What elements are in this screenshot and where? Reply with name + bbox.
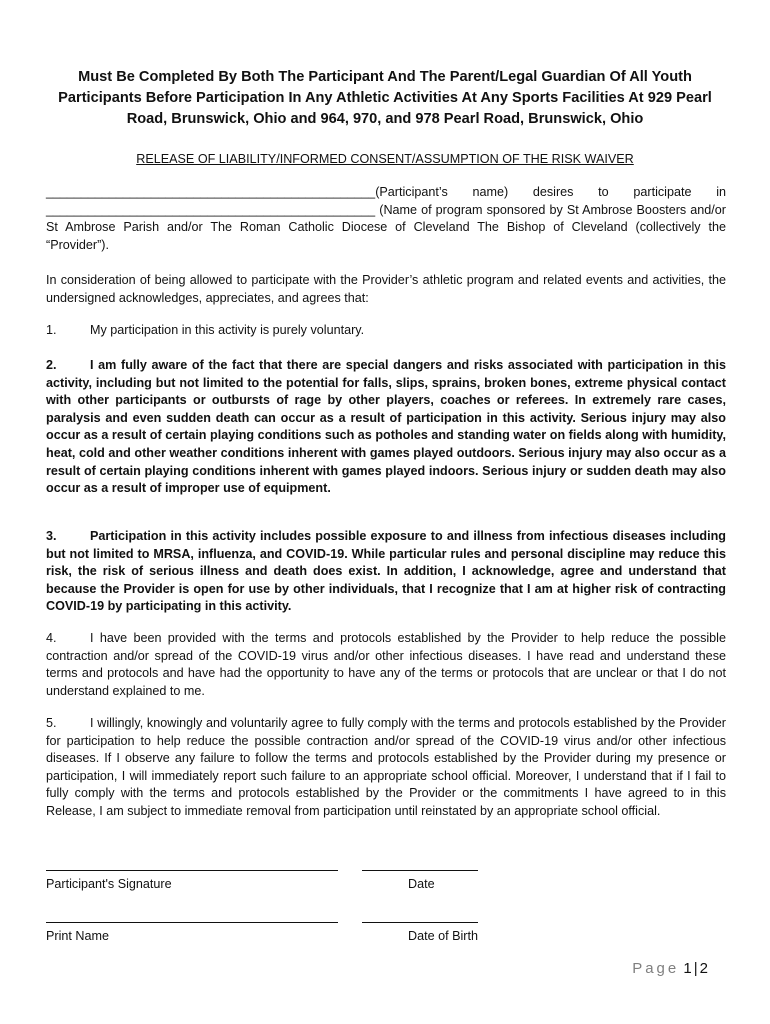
- print-name-label: Print Name: [46, 929, 109, 943]
- list-item: [46, 528, 726, 616]
- list-item: [46, 630, 726, 700]
- item-text: I willingly, knowingly and voluntarily agree to fully comply with the terms and protocols established by the Provider for participation to help reduce the possible contraction and/or spread of the COVID-19 virus and/or other infectious diseases. If I observe any failure to follow the terms and protocols established by the Provider during my presence or participation, I will immediately report such failure to an appropriate school official. Moreover, I understand that if I fail to fully comply with the terms and protocols established by the Provider or the commitments I have agreed to in this Release, I am subject to immediate removal from participation until reinstated by an appropriate school official.: [46, 716, 726, 818]
- page-word: Page: [632, 960, 680, 977]
- item-number: 5.: [46, 716, 57, 730]
- item-number: 2.: [46, 358, 57, 372]
- date-of-birth-field[interactable]: [362, 922, 478, 943]
- participant-signature-field[interactable]: [46, 870, 338, 891]
- print-name-line: [46, 922, 338, 923]
- signature-line: [46, 870, 338, 871]
- page-footer: [632, 960, 708, 977]
- consideration-paragraph: In consideration of being allowed to participate with the Provider’s athletic program and related events and activities, the undersigned acknowledges, appreciates, and agrees that:: [46, 273, 726, 305]
- page-number: 1: [683, 960, 692, 977]
- list-item: [46, 357, 726, 498]
- list-item: [46, 322, 726, 340]
- item-text: I am fully aware of the fact that there are special dangers and risks associated with participation in this activity, including but not limited to the potential for falls, slips, sprains, broken bones, extreme physical contact with other participants or outbursts of rage by other players, coaches or referees. In extremely rare cases, paralysis and even sudden death can occur as a result of participation in this activity. Serious injury may also occur as a result of certain playing conditions such as potholes and standing water on fields along with humidity, heat, cold and other weather conditions inherent with games played outdoors. Serious injury may also occur as a result of certain playing conditions inherent with games played indoors. Serious injury or sudden death may also occur as a result of improper use of equipment.: [46, 358, 726, 496]
- item-number: 3.: [46, 529, 57, 543]
- signature-date-field[interactable]: [362, 870, 478, 891]
- print-name-field[interactable]: [46, 922, 338, 943]
- date-label: Date: [408, 877, 435, 891]
- page-total: 2: [699, 960, 708, 977]
- list-item: [46, 715, 726, 821]
- waiver-heading: RELEASE OF LIABILITY/INFORMED CONSENT/ASSUMPTION OF THE RISK WAIVER: [136, 152, 634, 166]
- item-number: 4.: [46, 631, 57, 645]
- date-of-birth-line: [362, 922, 478, 923]
- item-text: I have been provided with the terms and protocols established by the Provider to help reduce the possible contraction and/or spread of the COVID-19 virus and/or other infectious diseases. I have read and understand these terms and protocols and have had the opportunity to have any of the terms or protocols that are unclear or that I do not understand explained to me.: [46, 631, 726, 698]
- date-of-birth-label: Date of Birth: [408, 929, 478, 943]
- page-separator: |: [693, 960, 698, 977]
- participant-signature-label: Participant's Signature: [46, 877, 172, 891]
- intro-paragraph: _______________________________________________(Participant’s name) desires to participate in _______________________________________________ (Name of program sponsored by St Ambrose Boosters and/or St Ambrose Parish and/or The Roman Catholic Diocese of Cleveland The Bishop of Cleveland (collectively the “Provider”).: [46, 185, 726, 252]
- item-number: 1.: [46, 323, 57, 337]
- item-text: My participation in this activity is purely voluntary.: [90, 323, 365, 337]
- document-title: Must Be Completed By Both The Participant And The Parent/Legal Guardian Of All Youth Participants Before Participation In Any Athletic Activities At Any Sports Facilities At 929 Pearl Road, Brunswick, Ohio and 964, 970, and 978 Pearl Road, Brunswick, Ohio: [58, 69, 712, 127]
- item-text: Participation in this activity includes possible exposure to and illness from infectious diseases including but not limited to MRSA, influenza, and COVID-19. While particular rules and personal discipline may reduce this risk, the risk of serious illness and death does exist. In addition, I acknowledge, agree and understand that because the Provider is open for use by other individuals, that I recognize that I am at higher risk of contracting COVID-19 by participating in this activity.: [46, 529, 726, 614]
- date-line: [362, 870, 478, 871]
